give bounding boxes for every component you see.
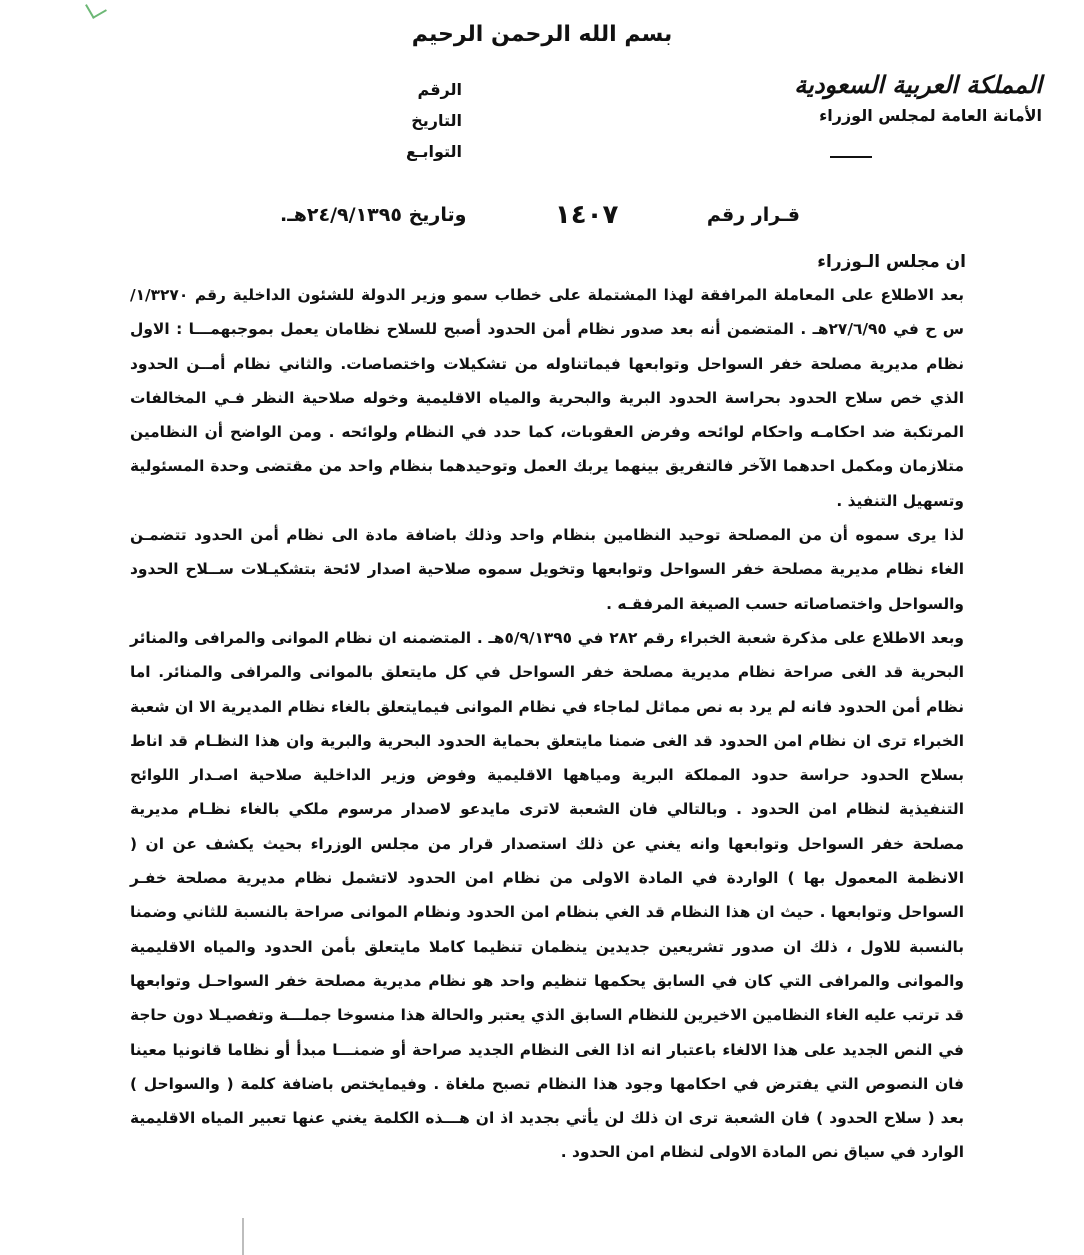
number-label: الرقم <box>417 80 462 99</box>
decision-line <box>280 200 800 230</box>
meta-block <box>372 80 462 173</box>
decision-label: قـرار رقم <box>706 204 800 226</box>
letterhead <box>752 68 1042 158</box>
paragraph-3: وبعد الاطلاع على مذكرة شعبة الخبراء رقم ٢٨٢ في ٥/٩/١٣٩٥هـ . المتضمنه ان نظام الموانى والمرافى والمنائر البحرية قد الغى صراحة نظام مديرية مصلحة خفر السواحل في كل مايتعلق بالموانى والمرافى والمنائر. اما نظام أمن الحدود فانه لم يرد به نص مماثل لماجاء في نظام الموانى فيمايتعلق بالغاء نظام المديرية الا ان شعبة الخبراء ترى ان نظام امن الحدود قد الغى ضمنا مايتعلق بحماية الحدود البحرية والبرية وان هذا النظـام قد اناط بسلاح الحدود حراسة حدود المملكة البرية ومياهها الاقليمية وفوض وزير الداخلية صلاحية اصـدار اللوائح التنفيذية لنظام امن الحدود . وبالتالي فان الشعبة لاترى مايدعو لاصدار مرسوم ملكي بالغاء نظـام مديرية مصلحة خفر السواحل وتوابعها وانه يغني عن ذلك استصدار قرار من مجلس الوزراء بحيث يكشف عن ان ( الانظمة المعمول بها ) الواردة في المادة الاولى من نظام امن الحدود لاتشمل نظام مديرية مصلحة خفـر السواحل وتوابعها . حيث ان هذا النظام قد الغي بنظام امن الحدود ونظام الموانى صراحة بالنسبة للثاني وضمنا بالنسبة للاول ، ذلك ان صدور تشريعين جديدين ينظمان تنظيما كاملا مايتعلق بأمن الحدود والمياه الاقليمية والموانى والمرافى التي كان في السابق يحكمها تنظيم واحد هو نظام مديرية مصلحة خفر السواحـل وتوابعها قد ترتب عليه الغاء النظامين الاخيرين للنظام السابق الذي يعتبر والحالة هذا منسوخا جملـــة وتفصيـلا دون حاجة في النص الجديد على هذا الالغاء باعتبار انه اذا الغى النظام الجديد صراحة أو ضمنـــا مبدأ أو نظاما قانونيا معينا فان النصوص التي يفترض في احكامها وجود هذا النظام تصبح ملغاة . وفيمايختص باضافة كلمة ( والسواحل ) بعد ( سلاح الحدود ) فان الشعبة ترى ان ذلك لن يأتي بجديد اذ ان هـــذه الكلمة يغني عنها تعبير المياه الاقليمية الوارد في سياق نص المادة الاولى لنظام امن الحدود . <box>130 628 964 1162</box>
council-heading: ان مجلس الـوزراء <box>817 252 966 272</box>
decision-number: ١٤٠٧ <box>554 200 619 230</box>
date-label: التاريخ <box>411 111 462 130</box>
scan-mark <box>242 1218 244 1255</box>
paragraph-1: بعد الاطلاع على المعاملة المرافقة لهذا المشتملة على خطاب سمو وزير الدولة للشئون الداخلية رقم ١/٣٢٧٠/س ح في ٢٧/٦/٩٥هـ . المتضمن أنه بعد صدور نظام أمن الحدود أصبح للسلاح نظامان يعمل بموجبهمـــا : الاول نظام مديرية مصلحة خفر السواحل وتوابعها فيماتناوله من تشكيلات واختصاصات. والثاني نظام أمــن الحدود الذي خص سلاح الحدود بحراسة الحدود البرية والبحرية والمياه الاقليمية وخوله صلاحية النظر فـي المخالفات المرتكبة ضد احكامـه واحكام لوائحه وفرض العقوبات، كما حدد في النظام ولوائحه . ومن الواضح أن النظامين متلازمان ومكمل احدهما الآخر فالتفريق بينهما يربك العمل وتوحيدهما بنظام واحد من مقتضى وحدة المسئولية وتسهيل التنفيذ . <box>130 286 964 510</box>
document-body <box>130 278 964 1170</box>
letterhead-rule <box>830 156 872 158</box>
paragraph-2: لذا يرى سموه أن من المصلحة توحيد النظامين بنظام واحد وذلك باضافة مادة الى نظام أمن الحدود تتضمـن الغاء نظام مديرية مصلحة خفر السواحل وتوابعها وتخويل سموه صلاحية اصدار لائحة بتشكيـلات ســلاح الحدود والسواحل واختصاصاته حسب الصيغة المرفقـه . <box>130 526 964 613</box>
green-corner-mark <box>85 0 107 19</box>
letterhead-secretariat: الأمانة العامة لمجلس الوزراء <box>819 106 1042 125</box>
letterhead-kingdom: المملكة العربية السعودية <box>794 71 1042 99</box>
attachments-label: التوابـع <box>406 142 462 161</box>
decision-date: وتاريخ ٢٤/٩/١٣٩٥هـ. <box>280 204 467 226</box>
basmala: بسم الله الرحمن الرحيم <box>411 22 673 47</box>
